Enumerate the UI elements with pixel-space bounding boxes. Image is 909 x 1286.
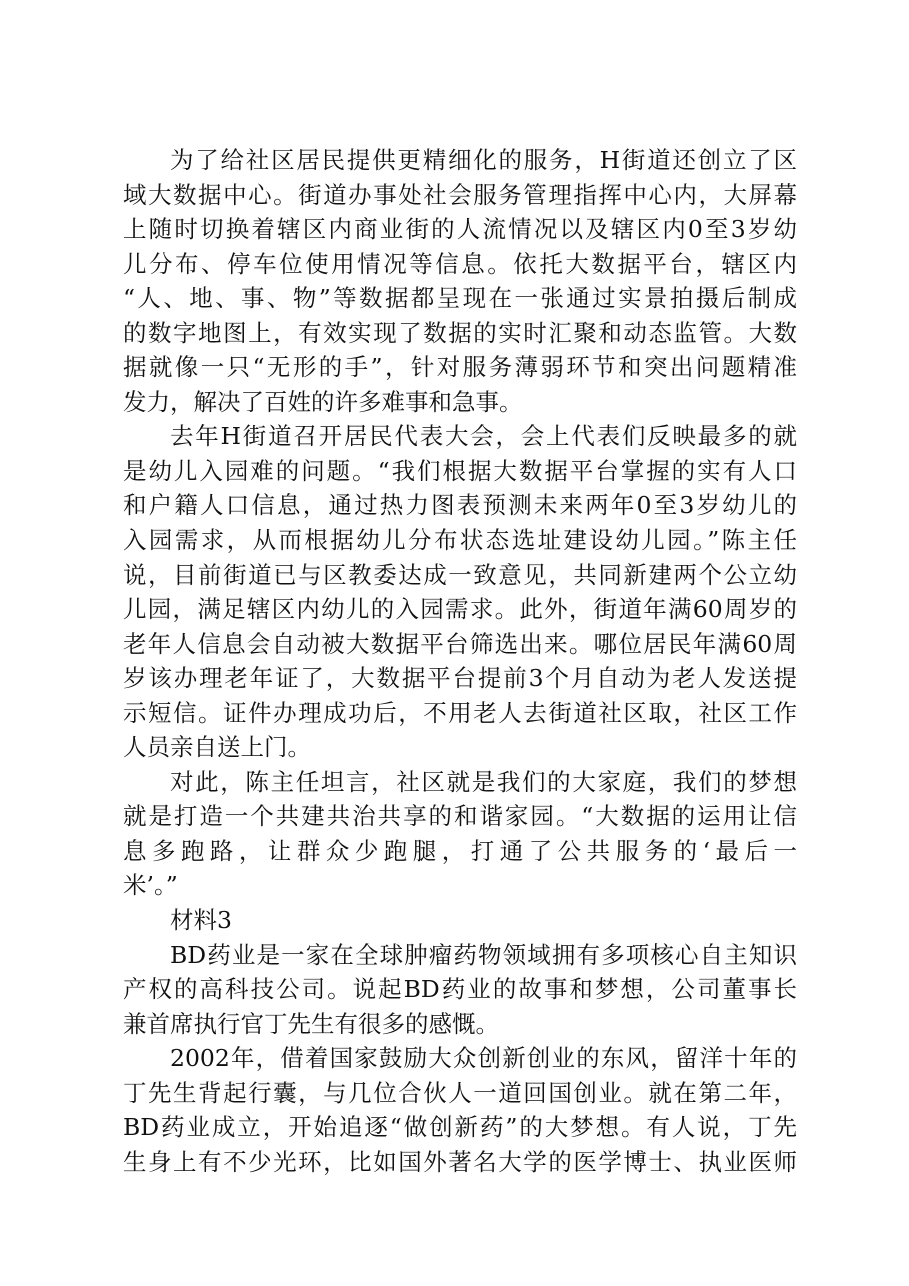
text-line: 上随时切换着辖区内商业街的人流情况以及辖区内0至3岁幼 bbox=[123, 215, 797, 244]
text-line: 发力，解决了百姓的许多难事和急事。 bbox=[123, 387, 523, 416]
text-line: 2002年，借着国家鼓励大众创新创业的东风，留洋十年的 bbox=[170, 1044, 797, 1073]
text-line: 老年人信息会自动被大数据平台筛选出来。哪位居民年满60周 bbox=[123, 629, 797, 658]
text-line: 生身上有不少光环，比如国外著名大学的医学博士、执业医师 bbox=[123, 1147, 797, 1176]
text-line: 说，目前街道已与区教委达成一致意见，共同新建两个公立幼 bbox=[123, 560, 797, 589]
text-line: 和户籍人口信息，通过热力图表预测未来两年0至3岁幼儿的 bbox=[123, 491, 797, 520]
text-line: 岁该办理老年证了，大数据平台提前3个月自动为老人发送提 bbox=[123, 664, 797, 693]
text-line: 产权的高科技公司。说起BD药业的故事和梦想，公司董事长 bbox=[123, 975, 797, 1004]
text-line: BD药业是一家在全球肿瘤药物领域拥有多项核心自主知识 bbox=[170, 940, 797, 969]
section-label: 材料3 bbox=[170, 906, 232, 935]
text-line: 据就像一只“无形的手”，针对服务薄弱环节和突出问题精准 bbox=[123, 353, 797, 382]
text-line: 示短信。证件办理成功后，不用老人去街道社区取，社区工作 bbox=[123, 698, 797, 727]
text-line: 为了给社区居民提供更精细化的服务，H街道还创立了区 bbox=[170, 146, 797, 174]
text-line: 儿园，满足辖区内幼儿的入园需求。此外，街道年满60周岁的 bbox=[123, 595, 797, 624]
text-line: 兼首席执行官丁先生有很多的感慨。 bbox=[123, 1009, 499, 1038]
text-line: 的数字地图上，有效实现了数据的实时汇聚和动态监管。大数 bbox=[123, 318, 797, 347]
text-line: BD药业成立，开始追逐“做创新药”的大梦想。有人说，丁先 bbox=[123, 1113, 797, 1142]
text-line: 人员亲自送上门。 bbox=[123, 733, 311, 762]
text-line: 息多跑路，让群众少跑腿，打通了公共服务的‘最后一 bbox=[123, 836, 797, 865]
body-text bbox=[123, 143, 797, 1179]
text-line: 米’。” bbox=[123, 871, 178, 900]
text-line: 对此，陈主任坦言，社区就是我们的大家庭，我们的梦想 bbox=[170, 767, 797, 796]
text-line: 儿分布、停车位使用情况等信息。依托大数据平台，辖区内 bbox=[123, 249, 797, 278]
text-line: 丁先生背起行囊，与几位合伙人一道回国创业。就在第二年， bbox=[123, 1078, 797, 1107]
text-line: 域大数据中心。街道办事处社会服务管理指挥中心内，大屏幕 bbox=[123, 180, 797, 209]
text-line: 是幼儿入园难的问题。“我们根据大数据平台掌握的实有人口 bbox=[123, 456, 797, 485]
text-line: 去年H街道召开居民代表大会，会上代表们反映最多的就 bbox=[170, 422, 797, 451]
text-line: 就是打造一个共建共治共享的和谐家园。“大数据的运用让信 bbox=[123, 802, 797, 831]
text-line: “人、地、事、物”等数据都呈现在一张通过实景拍摄后制成 bbox=[123, 284, 797, 313]
text-line: 入园需求，从而根据幼儿分布状态选址建设幼儿园。”陈主任 bbox=[123, 526, 797, 555]
